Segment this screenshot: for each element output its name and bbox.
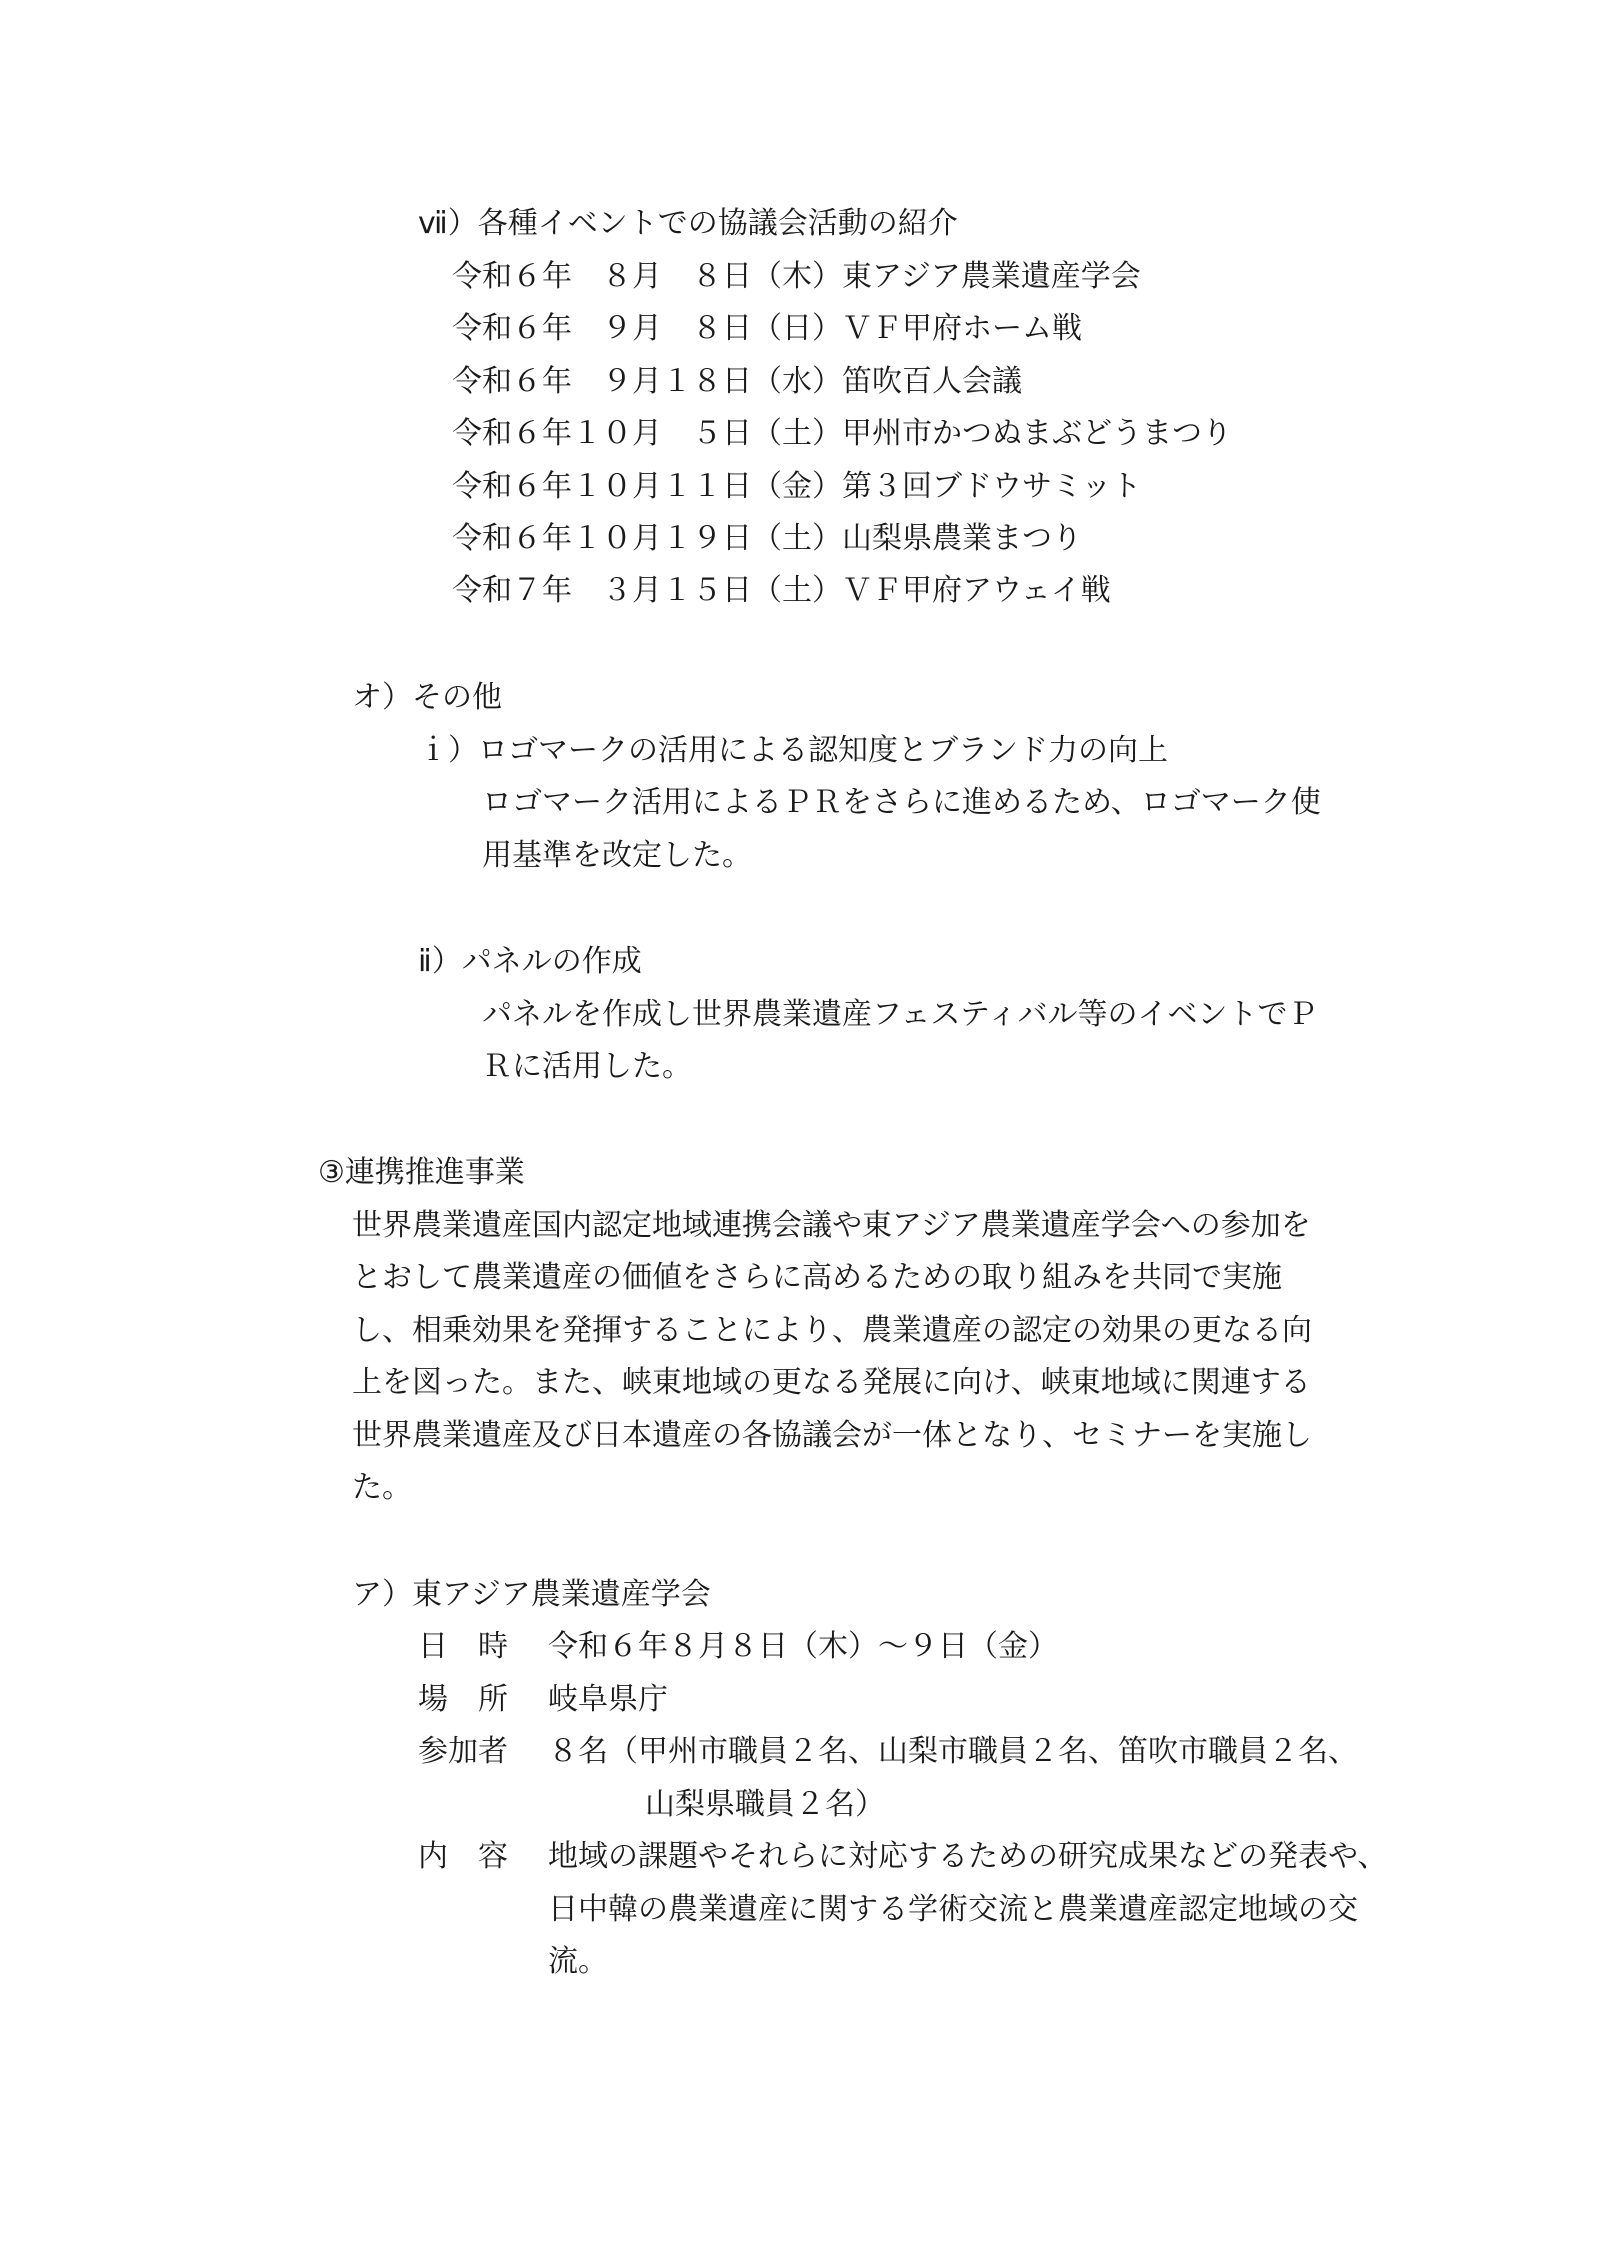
event-line: 令和６年１０月１１日（金）第３回ブドウサミット — [452, 469, 1142, 504]
content-value: 地域の課題やそれらに対応するための研究成果などの発表や、 — [548, 1839, 1388, 1874]
item-ii-title: ⅱ）パネルの作成 — [418, 944, 642, 979]
datetime-value: 令和６年８月８日（木）～９日（金） — [548, 1629, 1058, 1664]
content-value: 日中韓の農業遺産に関する学術交流と農業遺産認定地域の交 — [548, 1892, 1358, 1927]
paragraph-line: し、相乗効果を発揮することにより、農業遺産の認定の効果の更なる向 — [352, 1313, 1312, 1348]
item-i-title: ｉ）ロゴマークの活用による認知度とブランド力の向上 — [418, 733, 1168, 768]
place-label: 場 所 — [418, 1682, 508, 1717]
section-a-heading: ア）東アジア農業遺産学会 — [352, 1577, 711, 1612]
participants-value: ８名（甲州市職員２名、山梨市職員２名、笛吹市職員２名、 — [548, 1734, 1358, 1769]
item-i-body: 用基準を改定した。 — [482, 838, 752, 873]
content-value: 流。 — [548, 1944, 608, 1979]
event-line: 令和６年 ９月 ８日（日）ＶＦ甲府ホーム戦 — [452, 311, 1082, 346]
event-line: 令和６年 ８月 ８日（木）東アジア農業遺産学会 — [452, 259, 1141, 294]
paragraph-line: 世界農業遺産及び日本遺産の各協議会が一体となり、セミナーを実施し — [352, 1418, 1312, 1453]
item-i-body: ロゴマーク活用によるＰＲをさらに進めるため、ロゴマーク使 — [482, 785, 1321, 820]
datetime-label: 日 時 — [418, 1629, 508, 1664]
participants-value: 山梨県職員２名） — [645, 1787, 885, 1822]
section-vii-heading: ⅶ）各種イベントでの協議会活動の紹介 — [418, 206, 958, 241]
section-o-heading: オ）その他 — [352, 680, 502, 715]
participants-label: 参加者 — [418, 1734, 508, 1769]
event-line: 令和６年１０月１９日（土）山梨県農業まつり — [452, 521, 1082, 556]
item-ii-body: Ｒに活用した。 — [482, 1049, 692, 1084]
event-line: 令和６年 ９月１８日（水）笛吹百人会議 — [452, 364, 1022, 399]
event-line: 令和７年 ３月１５日（土）ＶＦ甲府アウェイ戦 — [452, 573, 1111, 608]
place-value: 岐阜県庁 — [548, 1682, 668, 1717]
paragraph-line: とおして農業遺産の価値をさらに高めるための取り組みを共同で実施 — [352, 1260, 1282, 1295]
item-ii-body: パネルを作成し世界農業遺産フェスティバル等のイベントでＰ — [482, 997, 1318, 1032]
paragraph-line: た。 — [352, 1470, 412, 1505]
content-label: 内 容 — [418, 1839, 508, 1874]
event-line: 令和６年１０月 ５日（土）甲州市かつぬまぶどうまつり — [452, 416, 1232, 451]
paragraph-line: 上を図った。また、峡東地域の更なる発展に向け、峡東地域に関連する — [352, 1365, 1311, 1400]
section-3-heading: ③連携推進事業 — [318, 1155, 525, 1190]
paragraph-line: 世界農業遺産国内認定地域連携会議や東アジア農業遺産学会への参加を — [352, 1208, 1311, 1243]
